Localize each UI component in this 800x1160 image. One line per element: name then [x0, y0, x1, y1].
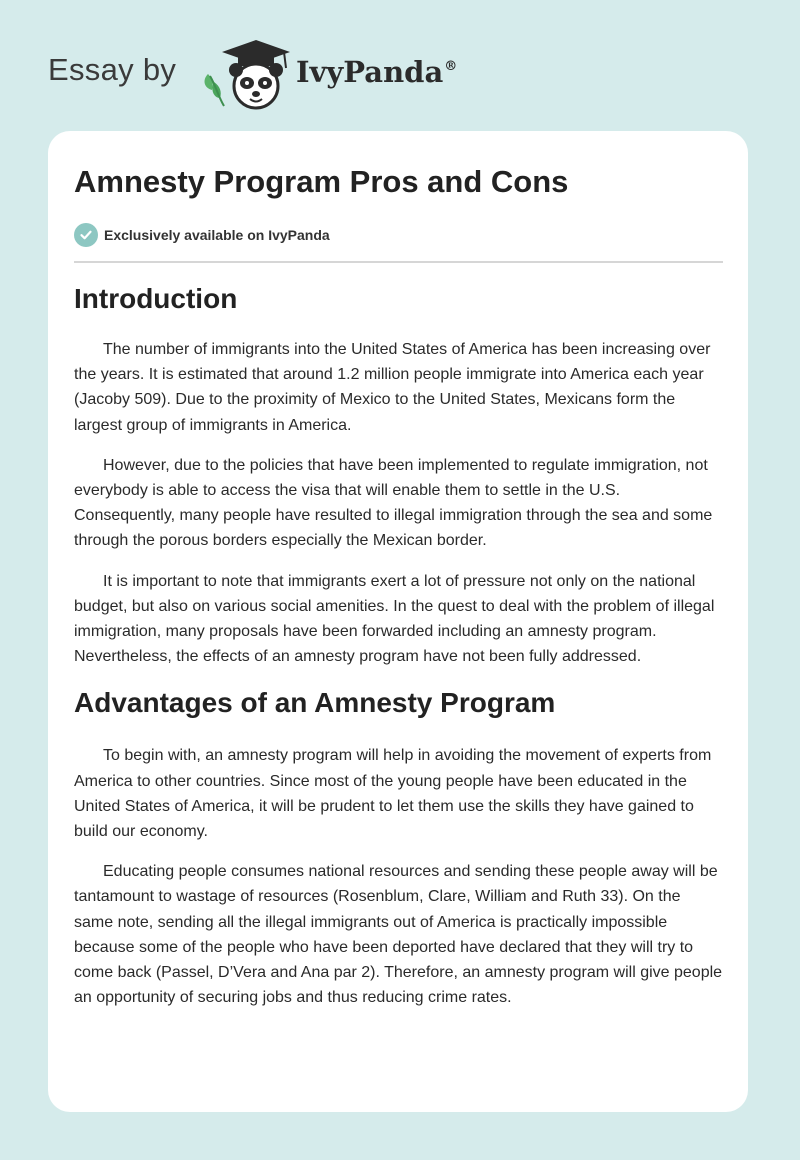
exclusive-badge: [74, 222, 330, 248]
paragraph: The number of immigrants into the United States of America has been increasing over the years. It is estimated that around 1.2 million people immigrate into America each year (Jacoby 509). Due to the proximity of Mexico to the United States, Mexicans form the largest group of immigrants in America.: [74, 341, 711, 434]
section-heading-advantages: Advantages of an Amnesty Program: [74, 687, 556, 719]
site-header: [0, 0, 800, 130]
paragraph: Educating people consumes national resources and sending these people away will be tantamount to wastage of resources (Rosenblum, Clare, William and Ruth 33). On the same note, sending all the illegal immigrants out of America is practically impossible because some of the people who have been deported have declared that they will try to come back (Passel, D’Vera and Ana par 2). Therefore, an amnesty program will give people an opportunity of securing jobs and thus reducing crime rates.: [74, 863, 723, 1007]
section-heading-introduction: Introduction: [74, 283, 238, 314]
paragraph: To begin with, an amnesty program will help in avoiding the movement of experts from America to other countries. Since most of the young people have been educated in the United States of America, it will be prudent to let them use the skills they have gained to build our economy.: [74, 747, 712, 841]
paragraph: However, due to the policies that have been implemented to regulate immigration, not everybody is able to access the visa that will enable them to settle in the U.S. Consequently, many people have resulted to illegal immigration through the sea and some through the porous borders especially the Mexican border.: [74, 456, 713, 550]
registered-mark: ®: [444, 59, 458, 74]
check-icon: [74, 223, 98, 247]
paragraph: It is important to note that immigrants exert a lot of pressure not only on the national budget, but also on various social amenities. In the quest to deal with the problem of illegal immigration, many proposals have been forwarded including an amnesty program. Nevertheless, the effects of an amnesty program have not been fully addressed.: [74, 572, 715, 666]
exclusive-label: Exclusively available on IvyPanda: [104, 227, 330, 243]
essay-by-label: Essay by: [48, 52, 177, 87]
essay-body: [74, 283, 724, 1010]
panda-logo-icon[interactable]: [200, 36, 296, 110]
page-title: Amnesty Program Pros and Cons: [74, 164, 569, 199]
essay-card: [48, 131, 748, 1112]
brand-name[interactable]: IvyPanda®: [296, 55, 458, 89]
divider: [74, 261, 723, 263]
